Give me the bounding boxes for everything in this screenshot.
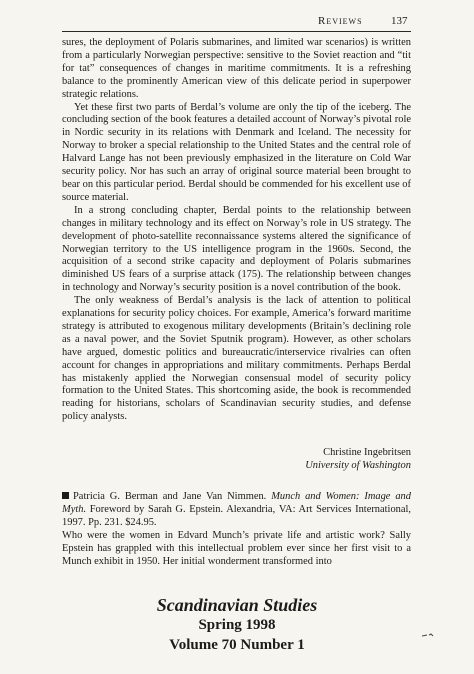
reviewer-signature: [62, 447, 411, 473]
citation-details: Foreword by Sarah G. Epstein. Alexandria,: [89, 503, 276, 515]
journal-issue: Spring 1998: [198, 617, 276, 633]
page-number: 137: [391, 15, 408, 27]
review-body: [62, 37, 411, 424]
book-citation: [62, 491, 411, 530]
journal-title: Scandinavian Studies: [156, 595, 318, 615]
reviewer-affiliation: University of Washington: [305, 459, 411, 471]
citation-authors: Patricia G. Berman and Jane Van Nimmen.: [73, 491, 267, 502]
paragraph-2: Yet these first two parts of Berdal’s volume are only the tip of the iceberg. The concluding section of the book features a detailed account of Norway’s pivotal role in Nordic security in its relations with Denmark and Iceland. The necessity for Norway to broker a special relationship to the United States and the central role of Halvard Lange has not been previously emphasized in the literature on Cold War security policy. Nor has such an array of original source material been brought to bear on this particular period. Berdal should be commended for his excellent use of source material.: [62, 101, 411, 203]
review-opening: [62, 530, 411, 569]
reviewer-name: Christine Ingebritsen: [323, 447, 411, 458]
running-title: Reviews: [318, 15, 363, 27]
square-bullet-icon: [62, 492, 69, 499]
citation-state: VA: [278, 503, 293, 515]
review-opening-paragraph: Who were the women in Edvard Munch’s private life and artistic work? Sally Epstein has grappled with this intellectual problem ever since her first visit to a Munch exhibit in 1950. Her initial wonderment transformed into: [62, 530, 411, 567]
paragraph-1: sures, the deployment of Polaris submarines, and limited war scenarios) is written from a particularly Norwegian perspective: sensitive to the Soviet reaction and “tit for tat” consequences of changes in maritime commitments. It is a refreshing balance to the prominently American view of this delicate period in superpower strategic relations.: [62, 37, 411, 100]
header-rule: [62, 31, 411, 32]
journal-volume: Volume 70 Number 1: [169, 637, 305, 653]
page-header: [0, 15, 474, 29]
paragraph-4: The only weakness of Berdal’s analysis is the lack of attention to political explanations for security policy choices. For example, America’s forward maritime strategy is attributed to exogenous military developments (Britain’s declining role as a naval power, and the Soviet Sputnik program). However, as other scholars have argued, domestic politics and bureaucratic/interservice rivalries can often account for changes in appropriations and military commitments. Perhaps Berdal has mistakenly applied the Norwegian consensual model of security policy formation to the United States. This shortcoming aside, the book is recommended reading for historians, scholars of Scandinavian security studies, and defense policy analysts.: [62, 295, 411, 423]
citation-publisher: : Art Services International, 1997. Pp. 231. $24.95.: [62, 503, 412, 528]
citation-title: Munch and Women: Image and Myth.: [62, 491, 411, 515]
scan-mark-icon: [422, 632, 434, 638]
paragraph-3: In a strong concluding chapter, Berdal points to the relationship between changes in military technology and its effect on Norway’s role in US strategy. The development of photo-satellite reconnaissance systems altered the significance of Norwegian territory to the US intelligence program in the 1960s. Second, the acquisition of a second strike capacity and deployment of Polaris submarines diminished US fears of a surprise attack (175). The relationship between changes in technology and Norway’s security position is a novel contribution of the book.: [62, 204, 411, 294]
